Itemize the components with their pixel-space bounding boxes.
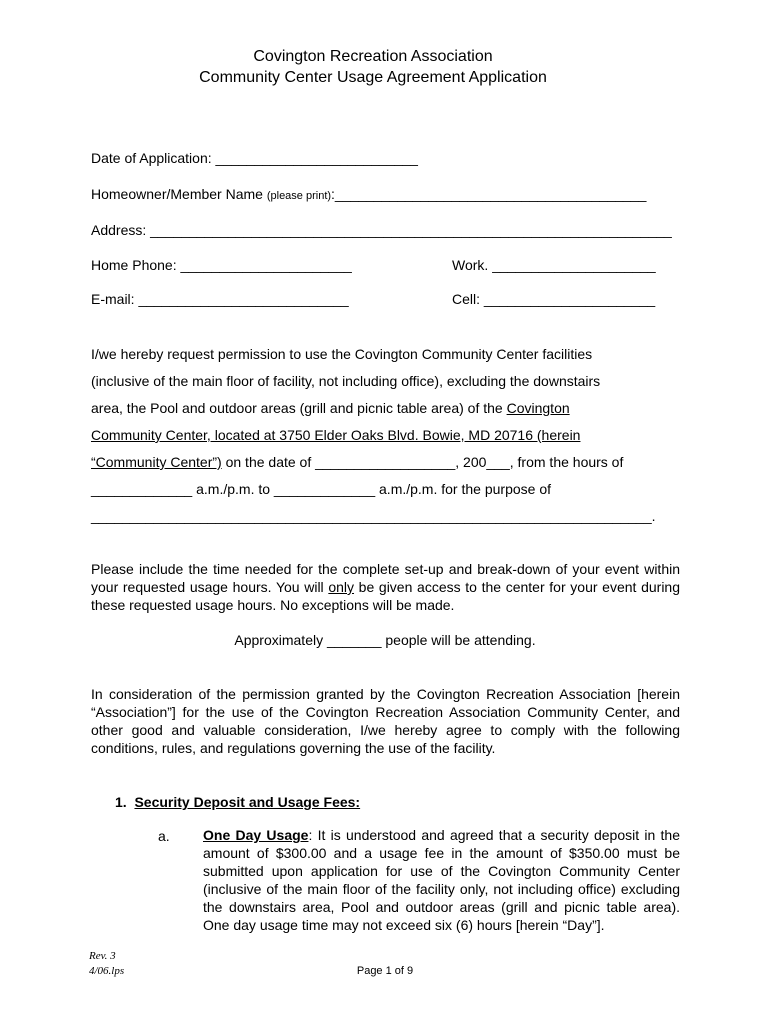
purpose-blank[interactable]: ________________________________________________________________________. <box>91 508 656 524</box>
revision-label: Rev. 3 <box>89 950 116 962</box>
time-note-emphasis: only <box>328 579 355 595</box>
name-note: (please print) <box>266 190 332 202</box>
home-phone-blank[interactable]: ______________________ <box>180 257 352 273</box>
item-a-heading: One Day Usage <box>203 827 309 843</box>
name-label: Homeowner/Member Name <box>91 186 263 202</box>
request-line-3-text: area, the Pool and outdoor areas (grill and picnic table area) of the <box>91 400 507 416</box>
facility-name-underlined: Covington <box>506 400 570 416</box>
item-a-text: : It is understood and agreed that a security deposit in the amount of $300.00 and a usage fee in the amount of $350.00 must be submitted upon application for use of the Covington Community Center (inclusive of the main floor of the facility only, not including office) excluding the downstairs area, Pool and outdoor areas (grill and picnic table area). One day usage time may not exceed six (6) hours [herein “Day”]. <box>203 827 680 933</box>
consideration-paragraph: In consideration of the permission granted by the Covington Recreation Association [herein “Association”] for the use of the Covington Recreation Association Community Center, and other good and valuable consideration, I/we hereby agree to comply with the following conditions, rules, and regulations governing the use of the facility. <box>91 686 680 756</box>
date-of-application-field[interactable] <box>91 150 418 166</box>
address-blank[interactable]: ___________________________________________________________________ <box>150 222 672 238</box>
cell-blank[interactable]: ______________________ <box>483 291 656 307</box>
home-phone-field[interactable] <box>91 257 352 273</box>
cell-label: Cell: <box>452 291 481 307</box>
page-number: Page 1 of 9 <box>356 965 414 977</box>
home-phone-label: Home Phone: <box>91 257 177 273</box>
cell-phone-field[interactable] <box>452 291 655 307</box>
date-blank[interactable]: __________________________ <box>215 150 418 166</box>
time-note-text-2: be given access to the center for your event during these requested usage hours. No exceptions will be made. <box>91 579 680 613</box>
request-line-1: I/we hereby request permission to use the Covington Community Center facilities <box>91 346 593 362</box>
request-line-2: (inclusive of the main floor of facility, not including office), excluding the downstairs <box>91 373 601 389</box>
time-note-text-1: Please include the time needed for the complete set-up and break-down of your event within your requested usage hours. You will <box>91 561 680 595</box>
item-a-letter: a. <box>158 828 170 844</box>
herein-community-center: “Community Center”) <box>91 454 222 470</box>
date-hours-blanks[interactable]: on the date of __________________, 200___, from the hours of <box>221 454 624 470</box>
request-line-5 <box>91 454 623 470</box>
work-phone-field[interactable] <box>452 257 656 273</box>
facility-address-underlined: Community Center, located at 3750 Elder Oaks Blvd. Bowie, MD 20716 (herein <box>91 427 581 443</box>
date-label: Date of Application: <box>91 150 212 166</box>
work-blank[interactable]: _____________________ <box>492 257 656 273</box>
name-blank[interactable]: :________________________________________ <box>331 186 647 202</box>
email-blank[interactable]: ___________________________ <box>138 291 349 307</box>
attendance-line[interactable]: Approximately _______ people will be attending. <box>234 632 536 648</box>
item-a-paragraph <box>203 826 680 934</box>
section-1-heading <box>115 794 360 810</box>
revision-date-code: 4/06.lps <box>89 965 125 977</box>
document-title: Covington Recreation Association <box>253 48 493 65</box>
time-note-paragraph <box>91 560 680 614</box>
email-label: E-mail: <box>91 291 135 307</box>
section-1-number: 1. <box>115 794 127 810</box>
document-subtitle: Community Center Usage Agreement Application <box>199 69 547 86</box>
member-name-field[interactable] <box>91 186 646 203</box>
work-label: Work. <box>452 257 489 273</box>
address-label: Address: <box>91 222 147 238</box>
section-1-title: Security Deposit and Usage Fees: <box>134 794 361 810</box>
email-field[interactable] <box>91 291 349 307</box>
address-field[interactable] <box>91 222 672 238</box>
request-line-3 <box>91 400 570 416</box>
time-range-blanks[interactable]: _____________ a.m./p.m. to _____________ a.m./p.m. for the purpose of <box>91 481 551 497</box>
